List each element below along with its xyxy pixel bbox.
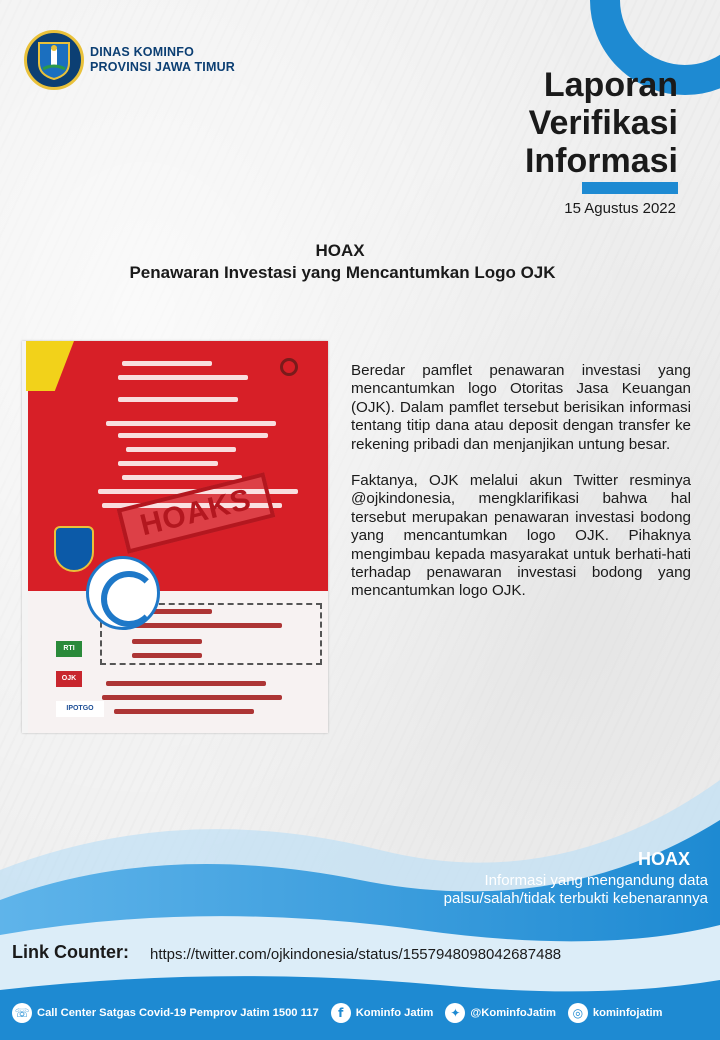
report-subtitle: Penawaran Investasi yang Mencantumkan Logo OJK xyxy=(129,263,556,282)
title-line2: Verifikasi xyxy=(528,104,678,142)
cuanlyte-logo-icon xyxy=(280,358,298,376)
title-line3: Informasi xyxy=(524,142,678,180)
twitter-icon: ✦ xyxy=(445,1003,465,1023)
definition-text: Informasi yang mengandung data palsu/salah/tidak terbukti kebenarannya xyxy=(443,872,708,907)
body-paragraph-2: Faktanya, OJK melalui akun Twitter resminya @ojkindonesia, mengklarifikasi bahwa hal tersebut merupakan penawaran investasi bodong yang mencantumkan logo OJK. Pihaknya mengimbau kepada masyarakat untuk berhati-hati terhadap penawaran investasi bodong yang mencantumkan logo OJK. xyxy=(351,472,691,600)
evidence-text-line xyxy=(122,361,212,366)
footer-twitter-text: @KominfoJatim xyxy=(470,1007,556,1019)
footer-call-center-text: Call Center Satgas Covid-19 Pemprov Jatim 1500 117 xyxy=(37,1007,319,1019)
evidence-text-line xyxy=(114,709,254,714)
definition-title: HOAX xyxy=(637,849,690,869)
org-name-line1: DINAS KOMINFO xyxy=(90,45,194,59)
east-java-emblem-icon xyxy=(24,30,84,90)
report-title xyxy=(525,66,678,180)
link-counter-url[interactable]: https://twitter.com/ojkindonesia/status/1557948098042687488 xyxy=(150,946,562,963)
footer-twitter[interactable] xyxy=(445,1003,556,1023)
body-paragraph-1: Beredar pamflet penawaran investasi yang mencantumkan logo Otoritas Jasa Keuangan (OJK). Dalam pamflet tersebut berisikan informasi tentang titip dana atau deposit dengan transfer ke rekening pribadi dan menjanjikan untung besar. xyxy=(351,362,691,453)
org-name-line2: PROVINSI JAWA TIMUR xyxy=(90,60,236,74)
kominfo-round-logo-icon xyxy=(86,556,160,630)
footer-facebook-text: Kominfo Jatim xyxy=(355,1007,434,1019)
phone-icon: ☏ xyxy=(12,1003,32,1023)
instagram-icon: ◎ xyxy=(568,1003,588,1023)
link-counter-label: Link Counter: xyxy=(12,942,129,962)
ipotgo-badge: IPOTGO xyxy=(56,701,104,717)
evidence-text-line xyxy=(118,397,238,402)
evidence-text-line xyxy=(122,475,242,480)
footer-bar xyxy=(0,994,720,1032)
footer-instagram-text: kominfojatim xyxy=(592,1007,663,1019)
report-body xyxy=(351,362,691,619)
facebook-icon: f xyxy=(331,1003,351,1023)
ojk-badge: OJK xyxy=(56,671,82,687)
rti-badge: RTI xyxy=(56,641,82,657)
evidence-text-line xyxy=(102,695,282,700)
evidence-text-line xyxy=(106,681,266,686)
evidence-text-line xyxy=(126,447,236,452)
footer-call-center[interactable] xyxy=(12,1003,319,1023)
verdict-label: HOAX xyxy=(315,241,365,260)
hoax-stamp: HOAKS xyxy=(117,472,276,553)
organization-name xyxy=(90,45,235,75)
evidence-text-line xyxy=(118,375,248,380)
title-underline xyxy=(582,182,678,194)
evidence-text-line xyxy=(118,433,268,438)
title-line1: Laporan xyxy=(543,66,678,104)
report-date: 15 Agustus 2022 xyxy=(564,200,676,217)
footer-instagram[interactable] xyxy=(568,1003,663,1023)
evidence-text-line xyxy=(118,461,218,466)
footer-facebook[interactable] xyxy=(331,1003,434,1023)
evidence-text-line xyxy=(106,421,276,426)
organization-logo-block xyxy=(24,30,235,90)
provincial-emblem-icon xyxy=(54,526,94,572)
